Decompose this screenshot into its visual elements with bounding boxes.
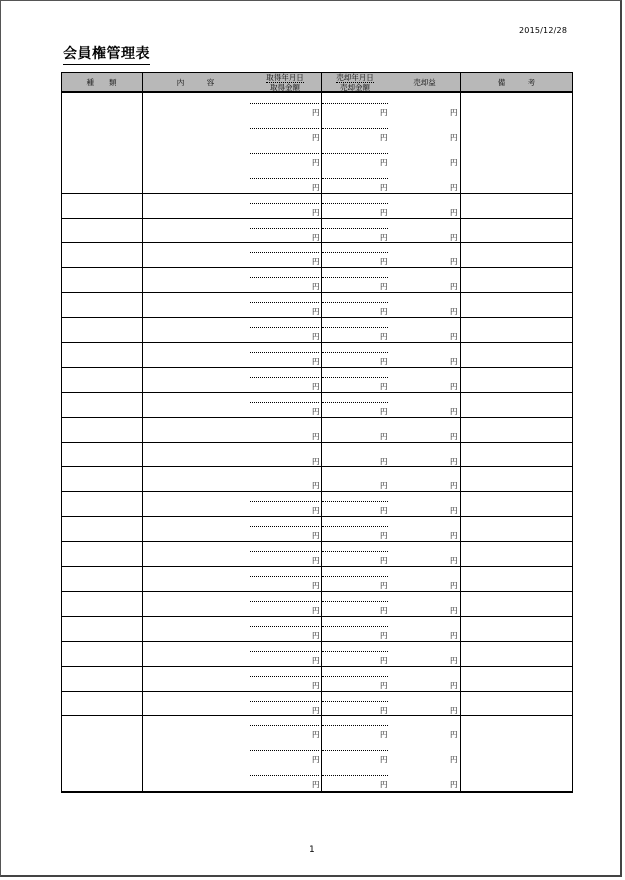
header-type: 種 類 xyxy=(86,78,117,87)
date-amount-divider xyxy=(250,178,319,179)
date-amount-divider xyxy=(250,277,319,278)
date-amount-divider xyxy=(250,725,319,726)
date-amount-divider xyxy=(322,277,388,278)
yen-sale: 円 xyxy=(380,730,388,739)
row-divider xyxy=(61,342,573,343)
date-amount-divider xyxy=(250,601,319,602)
yen-gain: 円 xyxy=(450,631,458,640)
yen-sale: 円 xyxy=(380,780,388,789)
page-title: 会員権管理表 xyxy=(63,45,150,65)
yen-sale: 円 xyxy=(380,158,388,167)
date-amount-divider xyxy=(250,750,319,751)
date-amount-divider xyxy=(250,701,319,702)
yen-acquisition: 円 xyxy=(312,257,320,266)
yen-sale: 円 xyxy=(380,282,388,291)
yen-gain: 円 xyxy=(450,208,458,217)
header-sale xyxy=(321,73,389,92)
date-amount-divider xyxy=(250,402,319,403)
row-divider xyxy=(61,666,573,667)
yen-gain: 円 xyxy=(450,133,458,142)
yen-sale: 円 xyxy=(380,307,388,316)
date-amount-divider xyxy=(250,551,319,552)
yen-gain: 円 xyxy=(450,481,458,490)
date-amount-divider xyxy=(322,626,388,627)
yen-sale: 円 xyxy=(380,656,388,665)
date-amount-divider xyxy=(322,701,388,702)
table-header xyxy=(61,72,573,93)
yen-sale: 円 xyxy=(380,432,388,441)
date-amount-divider xyxy=(250,651,319,652)
date-amount-divider xyxy=(250,153,319,154)
date-amount-divider xyxy=(250,526,319,527)
yen-sale: 円 xyxy=(380,407,388,416)
row-divider xyxy=(61,417,573,418)
date-amount-divider xyxy=(322,402,388,403)
date-amount-divider xyxy=(322,601,388,602)
date-amount-divider xyxy=(322,377,388,378)
date-amount-divider xyxy=(250,252,319,253)
row-divider xyxy=(61,491,573,492)
yen-acquisition: 円 xyxy=(312,382,320,391)
date-amount-divider xyxy=(322,228,388,229)
date-amount-divider xyxy=(322,576,388,577)
yen-acquisition: 円 xyxy=(312,755,320,764)
header-sale-amount: 売却金額 xyxy=(340,83,370,92)
date-amount-divider xyxy=(250,302,319,303)
row-divider xyxy=(61,715,573,716)
yen-acquisition: 円 xyxy=(312,631,320,640)
yen-gain: 円 xyxy=(450,556,458,565)
row-divider xyxy=(61,392,573,393)
yen-acquisition: 円 xyxy=(312,656,320,665)
yen-sale: 円 xyxy=(380,531,388,540)
yen-acquisition: 円 xyxy=(312,531,320,540)
yen-acquisition: 円 xyxy=(312,780,320,789)
yen-acquisition: 円 xyxy=(312,233,320,242)
date-amount-divider xyxy=(250,377,319,378)
row-divider xyxy=(61,267,573,268)
yen-acquisition: 円 xyxy=(312,506,320,515)
date-amount-divider xyxy=(322,103,388,104)
yen-acquisition: 円 xyxy=(312,681,320,690)
date-amount-divider xyxy=(322,203,388,204)
row-divider xyxy=(61,292,573,293)
date-amount-divider xyxy=(322,178,388,179)
yen-gain: 円 xyxy=(450,183,458,192)
yen-gain: 円 xyxy=(450,257,458,266)
membership-table xyxy=(61,72,573,792)
date-amount-divider xyxy=(250,626,319,627)
yen-sale: 円 xyxy=(380,506,388,515)
table-border-bottom xyxy=(61,791,573,793)
print-date: 2015/12/28 xyxy=(519,26,568,35)
header-gain: 売却益 xyxy=(413,78,436,87)
yen-gain: 円 xyxy=(450,531,458,540)
yen-acquisition: 円 xyxy=(312,133,320,142)
yen-gain: 円 xyxy=(450,307,458,316)
column-divider xyxy=(321,72,322,792)
yen-gain: 円 xyxy=(450,382,458,391)
yen-sale: 円 xyxy=(380,257,388,266)
header-acquisition-amount: 取得金額 xyxy=(270,83,300,92)
row-divider xyxy=(61,541,573,542)
row-divider xyxy=(61,691,573,692)
date-amount-divider xyxy=(250,228,319,229)
date-amount-divider xyxy=(322,526,388,527)
yen-sale: 円 xyxy=(380,357,388,366)
date-amount-divider xyxy=(250,327,319,328)
yen-gain: 円 xyxy=(450,656,458,665)
yen-sale: 円 xyxy=(380,457,388,466)
date-amount-divider xyxy=(322,327,388,328)
date-amount-divider xyxy=(250,576,319,577)
yen-acquisition: 円 xyxy=(312,432,320,441)
yen-acquisition: 円 xyxy=(312,556,320,565)
yen-gain: 円 xyxy=(450,357,458,366)
row-divider xyxy=(61,218,573,219)
date-amount-divider xyxy=(322,750,388,751)
yen-sale: 円 xyxy=(380,631,388,640)
header-sale-date: 売却年月日 xyxy=(336,73,374,82)
yen-acquisition: 円 xyxy=(312,407,320,416)
date-amount-divider xyxy=(250,501,319,502)
yen-sale: 円 xyxy=(380,606,388,615)
row-divider xyxy=(61,516,573,517)
yen-acquisition: 円 xyxy=(312,706,320,715)
yen-acquisition: 円 xyxy=(312,332,320,341)
yen-sale: 円 xyxy=(380,208,388,217)
yen-gain: 円 xyxy=(450,780,458,789)
row-divider xyxy=(61,616,573,617)
yen-acquisition: 円 xyxy=(312,357,320,366)
yen-acquisition: 円 xyxy=(312,183,320,192)
page-number: 1 xyxy=(309,845,315,855)
yen-gain: 円 xyxy=(450,706,458,715)
yen-acquisition: 円 xyxy=(312,108,320,117)
yen-sale: 円 xyxy=(380,481,388,490)
yen-acquisition: 円 xyxy=(312,208,320,217)
yen-sale: 円 xyxy=(380,382,388,391)
date-amount-divider xyxy=(322,651,388,652)
row-divider xyxy=(61,193,573,194)
yen-gain: 円 xyxy=(450,158,458,167)
header-acquisition xyxy=(249,73,321,92)
yen-acquisition: 円 xyxy=(312,730,320,739)
yen-sale: 円 xyxy=(380,755,388,764)
row-divider xyxy=(61,317,573,318)
yen-gain: 円 xyxy=(450,282,458,291)
row-divider xyxy=(61,591,573,592)
row-divider xyxy=(61,566,573,567)
date-amount-divider xyxy=(250,676,319,677)
yen-acquisition: 円 xyxy=(312,457,320,466)
date-amount-divider xyxy=(322,252,388,253)
yen-sale: 円 xyxy=(380,233,388,242)
yen-gain: 円 xyxy=(450,457,458,466)
date-amount-divider xyxy=(322,501,388,502)
column-divider xyxy=(460,72,461,792)
yen-sale: 円 xyxy=(380,108,388,117)
yen-acquisition: 円 xyxy=(312,158,320,167)
yen-gain: 円 xyxy=(450,755,458,764)
date-amount-divider xyxy=(250,775,319,776)
yen-sale: 円 xyxy=(380,706,388,715)
yen-sale: 円 xyxy=(380,556,388,565)
yen-gain: 円 xyxy=(450,581,458,590)
yen-gain: 円 xyxy=(450,606,458,615)
row-divider xyxy=(61,442,573,443)
yen-acquisition: 円 xyxy=(312,481,320,490)
date-amount-divider xyxy=(250,128,319,129)
yen-gain: 円 xyxy=(450,681,458,690)
yen-acquisition: 円 xyxy=(312,581,320,590)
yen-gain: 円 xyxy=(450,108,458,117)
header-remarks: 備 考 xyxy=(497,78,536,87)
header-content: 内 容 xyxy=(176,78,215,87)
date-amount-divider xyxy=(322,676,388,677)
date-amount-divider xyxy=(250,352,319,353)
yen-sale: 円 xyxy=(380,681,388,690)
date-amount-divider xyxy=(322,551,388,552)
yen-gain: 円 xyxy=(450,432,458,441)
date-amount-divider xyxy=(322,153,388,154)
date-amount-divider xyxy=(250,103,319,104)
date-amount-divider xyxy=(322,725,388,726)
yen-sale: 円 xyxy=(380,183,388,192)
table-border-right xyxy=(572,72,573,792)
yen-gain: 円 xyxy=(450,332,458,341)
yen-sale: 円 xyxy=(380,133,388,142)
yen-acquisition: 円 xyxy=(312,282,320,291)
date-amount-divider xyxy=(322,775,388,776)
date-amount-divider xyxy=(322,352,388,353)
column-divider xyxy=(142,72,143,792)
yen-sale: 円 xyxy=(380,581,388,590)
yen-acquisition: 円 xyxy=(312,307,320,316)
row-divider xyxy=(61,367,573,368)
yen-acquisition: 円 xyxy=(312,606,320,615)
date-amount-divider xyxy=(322,302,388,303)
yen-gain: 円 xyxy=(450,506,458,515)
yen-gain: 円 xyxy=(450,233,458,242)
row-divider xyxy=(61,466,573,467)
yen-gain: 円 xyxy=(450,407,458,416)
date-amount-divider xyxy=(322,128,388,129)
header-acquisition-date: 取得年月日 xyxy=(266,73,304,82)
table-border-left xyxy=(61,72,62,792)
yen-sale: 円 xyxy=(380,332,388,341)
date-amount-divider xyxy=(250,203,319,204)
row-divider xyxy=(61,641,573,642)
yen-gain: 円 xyxy=(450,730,458,739)
row-divider xyxy=(61,242,573,243)
